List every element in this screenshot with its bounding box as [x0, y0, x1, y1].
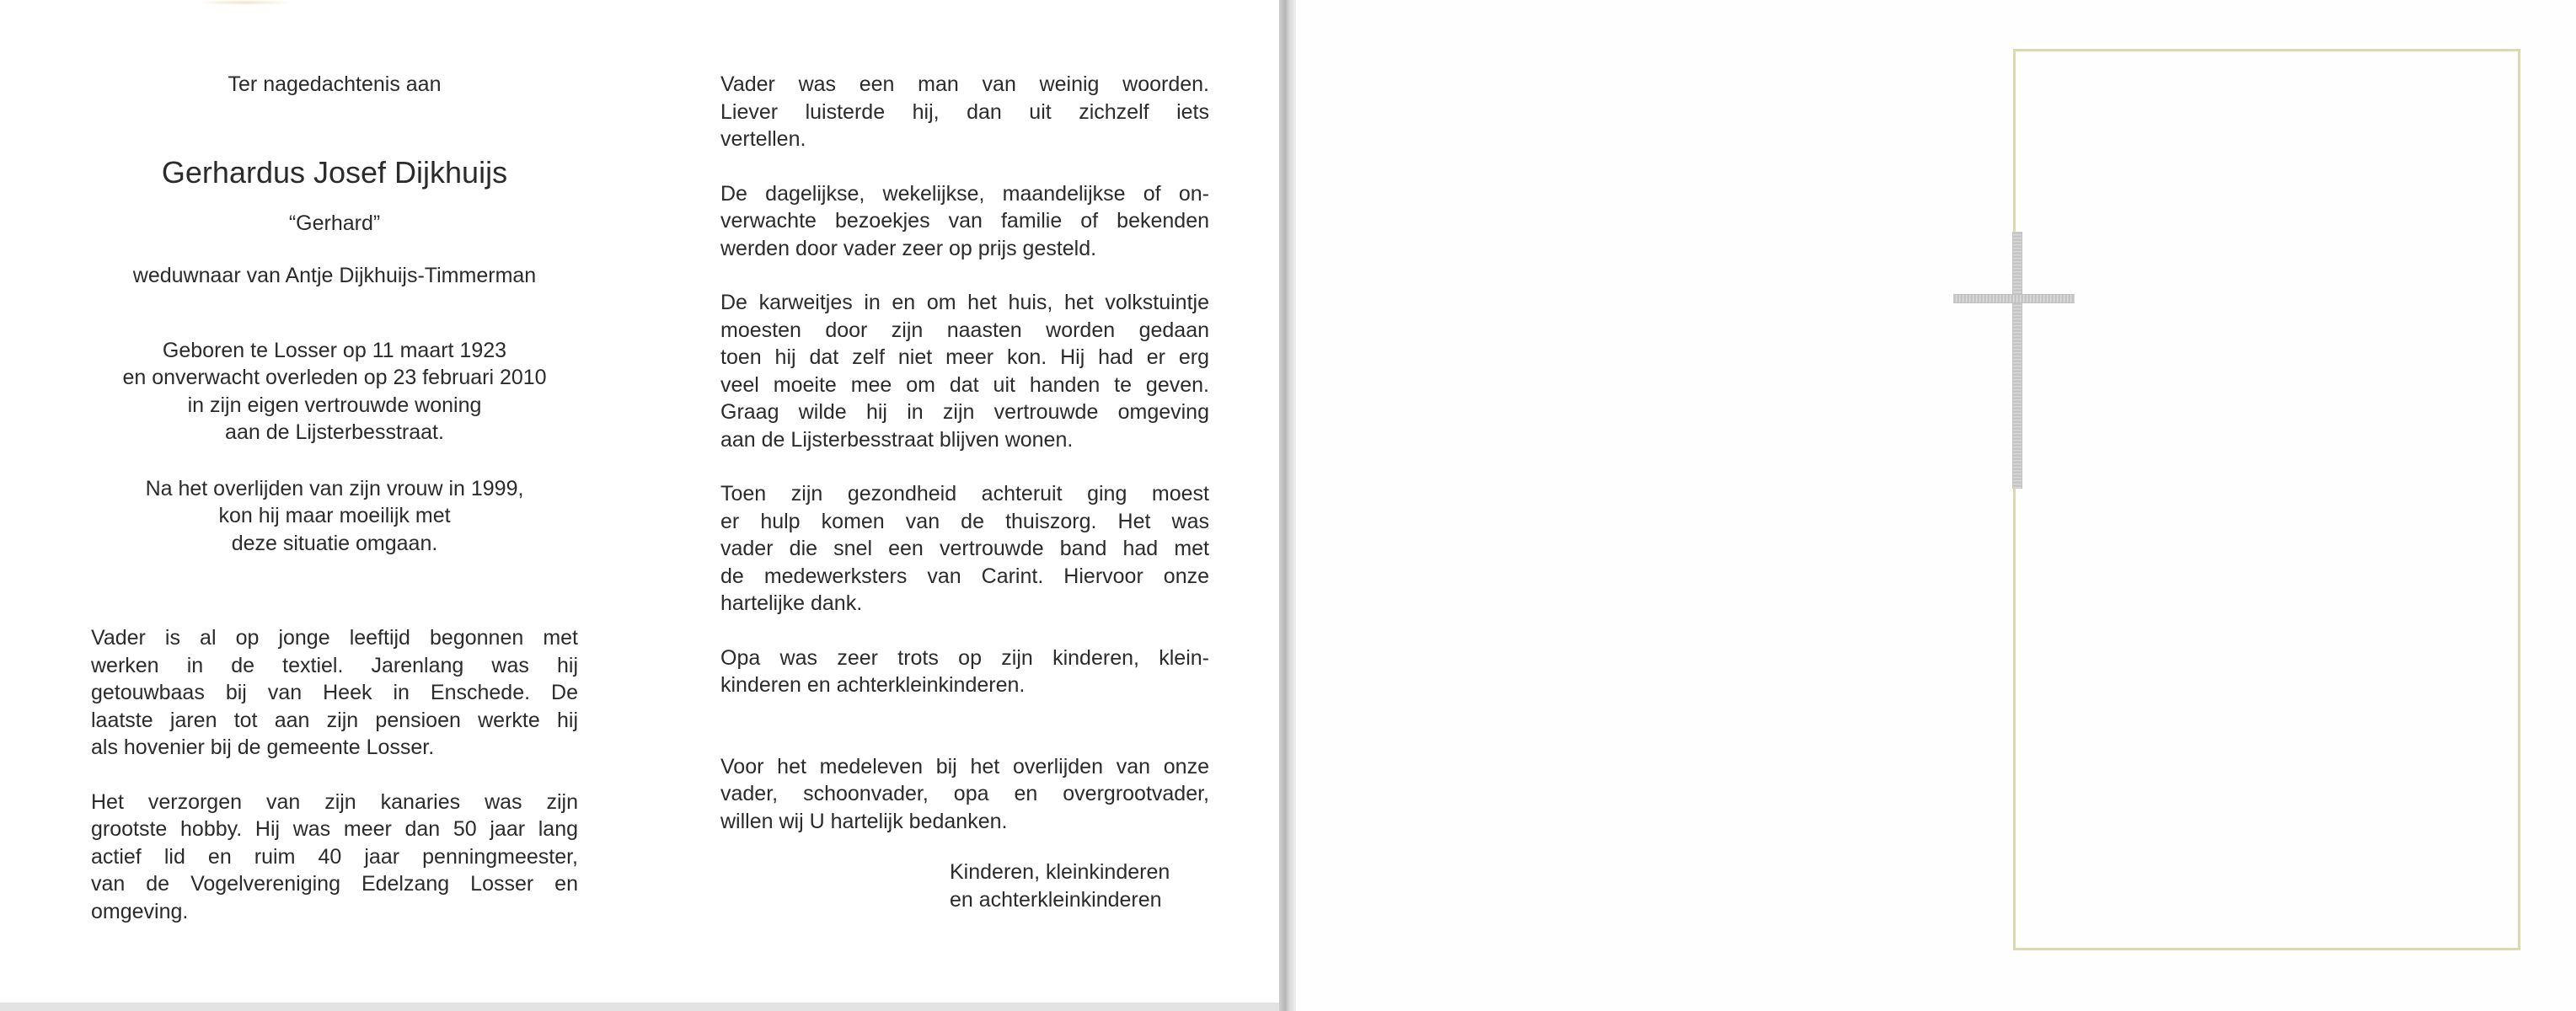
paragraph-line: van de Vogelvereniging Edelzang Losser en — [91, 872, 578, 896]
after-wife-block — [91, 475, 578, 558]
paragraph-line: omgeving. — [91, 899, 189, 923]
paragraph-line: De karweitjes in en om het huis, het volkstuintje — [720, 291, 1209, 314]
paragraph-line: er hulp komen van de thuiszorg. Het was — [720, 509, 1209, 533]
paragraph-line: kinderen en achterkleinkinderen. — [720, 673, 1026, 697]
silver-cross-icon — [2012, 232, 2022, 489]
right-column — [720, 71, 1209, 913]
paragraph-line: Toen zijn gezondheid achteruit ging moest — [720, 482, 1209, 506]
silver-cross-bar-icon — [1953, 294, 2075, 303]
paragraph-line: hartelijke dank. — [720, 591, 863, 615]
signature-line: Kinderen, kleinkinderen — [950, 860, 1170, 884]
paragraph-line: werken in de textiel. Jarenlang was hij — [91, 653, 578, 677]
deceased-name: Gerhardus Josef Dijkhuijs — [161, 154, 508, 190]
paragraph-line: Het verzorgen van zijn kanaries was zijn — [91, 789, 578, 814]
paragraph-line: verwachte bezoekjes van familie of bekenden — [720, 209, 1209, 233]
paragraph-line: Vader is al op jonge leeftijd begonnen met — [91, 626, 578, 650]
paragraph-line: als hovenier bij de gemeente Losser. — [91, 736, 435, 759]
intro-text: Ter nagedachtenis aan — [228, 72, 442, 96]
paragraph-line: toen hij dat zelf niet meer kon. Hij had er erg — [720, 345, 1209, 369]
birth-line: en onverwacht overleden op 23 februari 2010 — [122, 366, 547, 389]
paragraph-line: Liever luisterde hij, dan uit zichzelf iets — [720, 99, 1209, 124]
paper-stain — [194, 0, 295, 5]
bio-paragraph-hobby — [91, 789, 578, 926]
left-column — [91, 71, 578, 925]
paragraph-line: aan de Lijsterbesstraat blijven wonen. — [720, 427, 1074, 452]
signature-block — [720, 859, 1209, 913]
birth-line: in zijn eigen vertrouwde woning — [187, 393, 482, 417]
after-line: kon hij maar moeilijk met — [218, 504, 451, 527]
card-fold — [1279, 0, 1296, 1011]
paragraph-line: werden door vader zeer op prijs gesteld. — [720, 236, 1097, 260]
cover-frame — [2013, 49, 2520, 950]
birth-death-block — [91, 337, 578, 447]
paragraph-chores — [720, 289, 1209, 453]
bio-paragraph-work — [91, 624, 578, 762]
paragraph-line: vertellen. — [720, 127, 806, 151]
after-line: Na het overlijden van zijn vrouw in 1999, — [145, 476, 524, 500]
paragraph-line: grootste hobby. Hij was meer dan 50 jaar lang — [91, 817, 578, 841]
after-line: deze situatie omgaan. — [231, 531, 438, 555]
paragraph-line: getouwbaas bij van Heek in Enschede. De — [91, 681, 578, 704]
paragraph-line: actief lid en ruim 40 jaar penningmeester, — [91, 844, 578, 869]
paragraph-words — [720, 71, 1209, 153]
paragraph-line: Graag wilde hij in zijn vertrouwde omgeving — [720, 400, 1209, 424]
signature-line: en achterkleinkinderen — [950, 887, 1162, 912]
paragraph-line: De dagelijkse, wekelijkse, maandelijkse of on- — [720, 181, 1209, 206]
page-edge — [0, 1003, 1281, 1011]
paragraph-visits — [720, 180, 1209, 263]
nickname: “Gerhard” — [288, 211, 381, 235]
paragraph-care — [720, 480, 1209, 618]
widower-line: weduwnaar van Antje Dijkhuijs-Timmerman — [132, 264, 537, 287]
paragraph-line: vader die snel een vertrouwde band had met — [720, 537, 1209, 560]
birth-line: aan de Lijsterbesstraat. — [225, 420, 444, 444]
paragraph-thanks — [720, 753, 1209, 836]
paragraph-grandchildren — [720, 645, 1209, 699]
cover-page — [1296, 0, 2576, 1011]
paragraph-line: Opa was zeer trots op zijn kinderen, klein- — [720, 645, 1209, 670]
birth-line: Geboren te Losser op 11 maart 1923 — [162, 338, 507, 362]
paragraph-line: de medewerksters van Carint. Hiervoor onze — [720, 564, 1209, 588]
paragraph-line: veel moeite mee om dat uit handen te geven. — [720, 372, 1209, 397]
paragraph-line: willen wij U hartelijk bedanken. — [720, 809, 1008, 833]
inner-spread — [0, 0, 1281, 1007]
paragraph-line: Voor het medeleven bij het overlijden van onze — [720, 754, 1209, 778]
paragraph-line: moesten door zijn naasten worden gedaan — [720, 318, 1209, 342]
paragraph-line: vader, schoonvader, opa en overgrootvader, — [720, 782, 1209, 805]
paragraph-line: Vader was een man van weinig woorden. — [720, 72, 1209, 96]
paragraph-line: laatste jaren tot aan zijn pensioen werkte hij — [91, 708, 578, 732]
